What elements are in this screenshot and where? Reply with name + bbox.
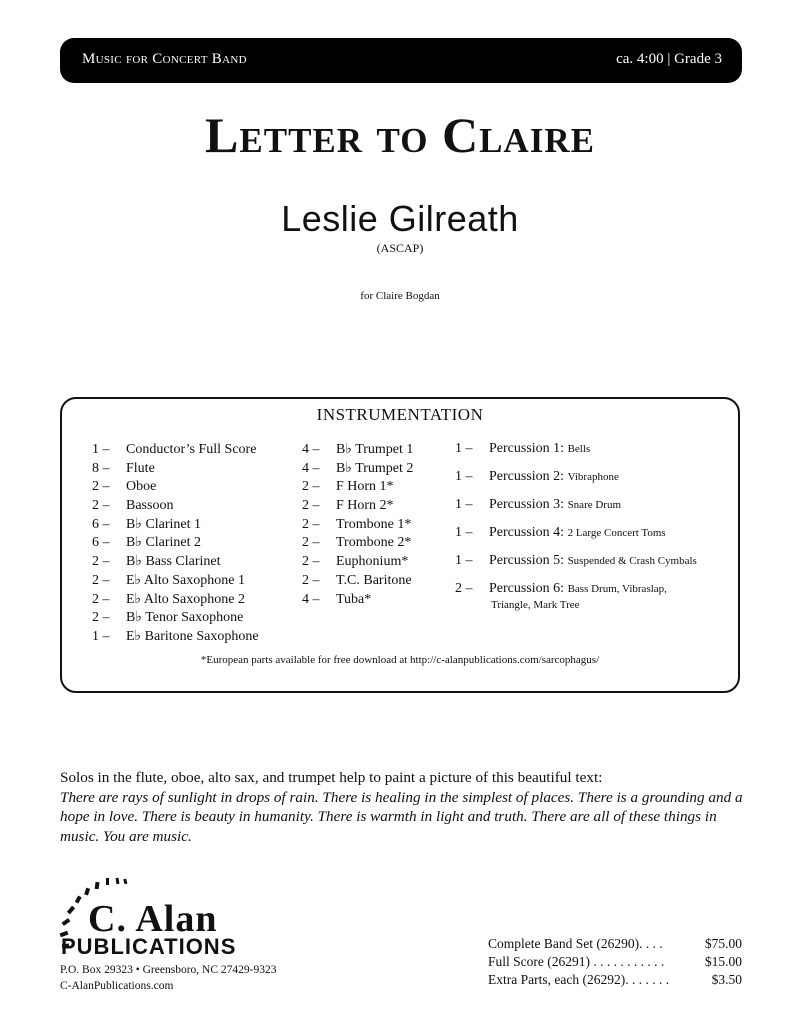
instrument-row bbox=[92, 591, 259, 610]
price-row bbox=[488, 953, 742, 971]
instrument-name: T.C. Baritone bbox=[336, 572, 412, 588]
part-count: 1 – bbox=[455, 441, 473, 456]
instrument-name: B♭ Clarinet 2 bbox=[126, 535, 202, 551]
instrument-row bbox=[92, 553, 259, 572]
address-line: P.O. Box 29323 • Greensboro, NC 27429-9323 bbox=[60, 964, 277, 976]
instrument-row bbox=[92, 478, 259, 497]
instrument-name: E♭ Alto Saxophone 2 bbox=[126, 591, 245, 607]
price-list bbox=[488, 935, 742, 989]
percussion-part: Percussion 5: bbox=[489, 553, 568, 568]
percussion-part: Percussion 1: bbox=[489, 441, 568, 456]
part-count: 6 – bbox=[92, 535, 110, 551]
instrument-row bbox=[92, 609, 259, 628]
instrument-row bbox=[92, 460, 259, 479]
dedication: for Claire Bogdan bbox=[360, 290, 440, 302]
part-count: 4 – bbox=[302, 591, 320, 607]
part-count: 2 – bbox=[92, 479, 110, 495]
part-count: 1 – bbox=[455, 525, 473, 540]
price-label: Full Score (26291) . . . . . . . . . . . bbox=[488, 954, 665, 969]
percussion-part: Percussion 2: bbox=[489, 469, 568, 484]
percussion-row bbox=[455, 525, 666, 541]
logo-publications: PUBLICATIONS bbox=[61, 934, 237, 959]
instrument-row bbox=[92, 441, 259, 460]
percussion-instruments: Vibraphone bbox=[567, 471, 619, 483]
part-count: 4 – bbox=[302, 442, 320, 457]
duration-grade: ca. 4:00 | Grade 3 bbox=[616, 51, 722, 67]
instrument-row bbox=[92, 534, 259, 553]
part-count: 2 – bbox=[92, 610, 110, 626]
instrument-row bbox=[92, 572, 259, 591]
instrument-name: F Horn 2* bbox=[336, 498, 394, 514]
instrument-name: F Horn 1* bbox=[336, 479, 394, 495]
instrument-row bbox=[302, 478, 413, 497]
part-count: 2 – bbox=[302, 516, 320, 532]
price-value: $15.00 bbox=[704, 954, 742, 969]
price-label: Complete Band Set (26290). . . . bbox=[488, 936, 663, 951]
percussion-instruments: Bass Drum, Vibraslap, bbox=[567, 583, 667, 595]
percussion-row bbox=[455, 469, 619, 485]
part-count: 2 – bbox=[92, 591, 110, 607]
part-count: 2 – bbox=[302, 535, 320, 551]
instrument-row bbox=[302, 497, 413, 516]
instrument-row bbox=[302, 572, 413, 591]
piece-title: Letter to Claire bbox=[205, 107, 595, 163]
instrument-name: Bassoon bbox=[126, 498, 174, 514]
part-count: 2 – bbox=[92, 554, 110, 570]
instrument-name: Conductor’s Full Score bbox=[126, 442, 257, 457]
instrument-name: B♭ Tenor Saxophone bbox=[126, 610, 244, 626]
instrumentation-heading: INSTRUMENTATION bbox=[316, 405, 484, 424]
instrument-row bbox=[302, 516, 413, 535]
instrument-name: E♭ Alto Saxophone 1 bbox=[126, 572, 245, 588]
instrument-name: B♭ Trumpet 1 bbox=[336, 442, 414, 457]
price-value: $3.50 bbox=[711, 972, 742, 987]
part-count: 6 – bbox=[92, 516, 110, 532]
part-count: 2 – bbox=[302, 479, 320, 495]
part-count: 1 – bbox=[455, 553, 473, 568]
logo-name: C. Alan bbox=[88, 898, 218, 940]
part-count: 4 – bbox=[302, 460, 320, 476]
part-count: 2 – bbox=[302, 498, 320, 514]
price-row bbox=[488, 971, 742, 989]
part-count: 1 – bbox=[92, 442, 110, 457]
part-count: 2 – bbox=[302, 554, 320, 570]
part-count: 2 – bbox=[92, 498, 110, 514]
part-count: 2 – bbox=[302, 572, 320, 588]
instrument-name: E♭ Baritone Saxophone bbox=[126, 628, 259, 644]
part-count: 8 – bbox=[92, 460, 110, 476]
instrument-name: Trombone 1* bbox=[336, 516, 412, 532]
instrument-row bbox=[302, 553, 413, 572]
part-count: 1 – bbox=[455, 469, 473, 484]
instrument-name: Tuba* bbox=[336, 591, 372, 607]
instrument-name: Oboe bbox=[126, 479, 157, 495]
percussion-instruments: Snare Drum bbox=[567, 499, 622, 511]
part-count: 2 – bbox=[92, 572, 110, 588]
instrument-name: B♭ Trumpet 2 bbox=[336, 460, 414, 476]
header-banner bbox=[60, 38, 742, 83]
percussion-part: Percussion 4: bbox=[489, 525, 568, 540]
instrument-row bbox=[302, 534, 413, 553]
part-count: 1 – bbox=[92, 628, 110, 644]
price-row bbox=[488, 935, 742, 953]
series-label: Music for Concert Band bbox=[82, 51, 247, 67]
european-parts-note: *European parts available for free download at http://c-alanpublications.com/sarcophagus/ bbox=[200, 654, 600, 666]
percussion-part: Percussion 6: bbox=[489, 581, 568, 596]
percussion-instruments-continued: Triangle, Mark Tree bbox=[491, 599, 580, 611]
part-count: 1 – bbox=[455, 497, 473, 512]
instrument-row bbox=[302, 591, 413, 610]
description bbox=[60, 768, 750, 846]
website-link[interactable]: C-AlanPublications.com bbox=[60, 979, 174, 992]
composer-name: Leslie Gilreath bbox=[281, 198, 519, 239]
instrument-row bbox=[92, 497, 259, 516]
percussion-instruments: Bells bbox=[567, 443, 591, 455]
price-label: Extra Parts, each (26292). . . . . . . bbox=[488, 972, 670, 987]
description-quote: There are rays of sunlight in drops of rain. There is healing in the simplest of places. There is a grounding and a hope in love. There is beauty in humanity. There is warmth in light and truth. There are all of these things in music. You are music. bbox=[60, 788, 743, 845]
part-count: 2 – bbox=[455, 581, 473, 596]
instrument-column-2 bbox=[302, 441, 413, 609]
percussion-instruments: 2 Large Concert Toms bbox=[567, 527, 666, 539]
percussion-row bbox=[455, 553, 697, 569]
publisher-address bbox=[60, 963, 276, 994]
percussion-row bbox=[455, 497, 621, 513]
percussion-row bbox=[455, 581, 667, 597]
percussion-instruments: Suspended & Crash Cymbals bbox=[567, 555, 697, 567]
percussion-row bbox=[455, 441, 590, 457]
composer-affiliation: (ASCAP) bbox=[376, 241, 424, 255]
instrument-row bbox=[302, 460, 413, 479]
description-intro: Solos in the flute, oboe, alto sax, and trumpet help to paint a picture of this beautiful text: bbox=[60, 769, 603, 786]
instrument-name: Flute bbox=[126, 460, 155, 476]
instrument-row bbox=[302, 441, 413, 460]
price-value: $75.00 bbox=[704, 936, 742, 951]
instrument-row bbox=[92, 628, 259, 647]
instrument-name: Trombone 2* bbox=[336, 535, 412, 551]
instrument-row bbox=[92, 516, 259, 535]
instrumentation-box bbox=[60, 397, 740, 693]
instrument-name: Euphonium* bbox=[336, 554, 409, 570]
instrument-column-1 bbox=[92, 441, 259, 647]
percussion-part: Percussion 3: bbox=[489, 497, 568, 512]
instrument-name: B♭ Clarinet 1 bbox=[126, 516, 202, 532]
instrument-name: B♭ Bass Clarinet bbox=[126, 554, 221, 570]
